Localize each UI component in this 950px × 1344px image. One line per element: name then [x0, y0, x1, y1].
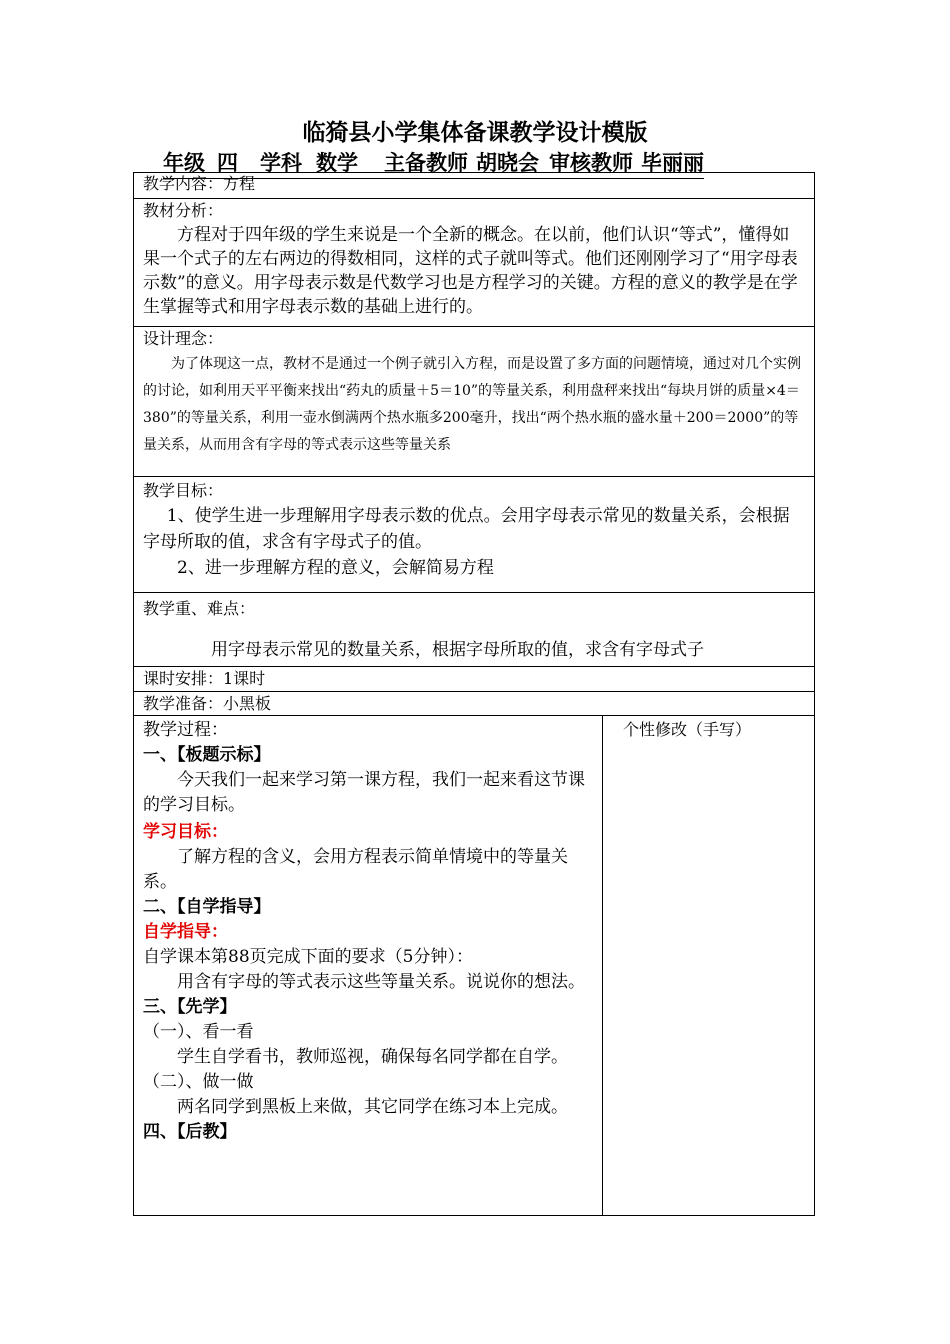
content-row [133, 172, 815, 199]
key-points-label: 教学重、难点： [143, 599, 256, 618]
section-3-title: 三、【先学】 [143, 997, 237, 1017]
grade-value: 四 [217, 151, 238, 175]
lead-teacher-value: 胡晓会 [476, 151, 539, 175]
section-1-text: 今天我们一起来学习第一课方程，我们一起来看这节课的学习目标。 [143, 770, 585, 815]
process-label: 教学过程： [143, 720, 228, 740]
process-cell [133, 716, 603, 1216]
content-label: 教学内容：方程 [143, 174, 256, 193]
subject-label: 学科 [260, 151, 302, 175]
preparation-row [133, 692, 815, 716]
goals-row [133, 477, 815, 593]
design-text: 为了体现这一点，教材不是通过一个例子就引入方程，而是设置了多方面的问题情境，通过对几个实例的讨论，如利用天平平衡来找出“药丸的质量＋5＝10”的等量关系，利用盘秤来找出“每块月饼的质量×4＝380”的等量关系，利用一壶水倒满两个热水瓶多200毫升，找出“两个热水瓶的盛水量＋200＝2000”的等量关系，从而用含有字母的等式表示这些等量关系 [143, 356, 801, 453]
section-3-text-1: 学生自学看书，教师巡视，确保每名同学都在自学。 [177, 1047, 568, 1067]
lead-teacher-label: 主备教师 [384, 151, 468, 175]
section-3-text-2: 两名同学到黑板上来做，其它同学在练习本上完成。 [177, 1097, 568, 1117]
schedule-row [133, 667, 815, 692]
goals-item-2: 2、进一步理解方程的意义，会解简易方程 [177, 558, 494, 578]
section-2-title: 二、【自学指导】 [143, 897, 271, 917]
analysis-label: 教材分析： [143, 201, 224, 220]
design-label: 设计理念： [143, 329, 224, 348]
section-1-title: 一、【板题示标】 [143, 745, 271, 765]
preparation-label: 教学准备：小黑板 [143, 694, 272, 713]
goals-item-1: 1、使学生进一步理解用字母表示数的优点。会用字母表示常见的数量关系，会根据字母所取的值，求含有字母式子的值。 [143, 506, 790, 552]
self-study-line-1: 自学课本第88页完成下面的要求（5分钟）： [143, 947, 473, 967]
self-study-line-2: 用含有字母的等式表示这些等量关系。说说你的想法。 [177, 972, 585, 992]
subject-value: 数学 [316, 151, 358, 175]
reviewer-value: 毕丽丽 [641, 151, 704, 175]
self-study-heading: 自学指导： [143, 922, 228, 942]
personal-edit-cell [603, 716, 815, 742]
section-3-sub-2: （二）、做一做 [143, 1072, 254, 1092]
schedule-label: 课时安排：1课时 [143, 669, 266, 688]
goals-label: 教学目标： [143, 481, 224, 500]
key-points-text: 用字母表示常见的数量关系，根据字母所取的值，求含有字母式子 [211, 640, 704, 660]
analysis-row [133, 199, 815, 327]
analysis-text: 方程对于四年级的学生来说是一个全新的概念。在以前，他们认识“等式”，懂得如果一个式子的左右两边的得数相同，这样的式子就叫等式。他们还刚刚学习了“用字母表示数”的意义。用字母表示数是代数学习也是方程学习的关键。方程的意义的教学是在学生掌握等式和用字母表示数的基础上进行的。 [143, 225, 798, 317]
personal-edit-label: 个性修改（手写） [623, 720, 752, 739]
reviewer-label: 审核教师 [549, 151, 633, 175]
key-points-row [133, 593, 815, 667]
grade-label: 年级 [163, 151, 205, 175]
section-4-title: 四、【后教】 [143, 1122, 237, 1142]
section-3-sub-1: （一）、看一看 [143, 1022, 254, 1042]
learning-goal-heading: 学习目标： [143, 822, 228, 842]
document-title: 临猗县小学集体备课教学设计模版 [302, 120, 648, 146]
learning-goal-text: 了解方程的含义，会用方程表示简单情境中的等量关系。 [143, 847, 568, 892]
design-row [133, 327, 815, 477]
